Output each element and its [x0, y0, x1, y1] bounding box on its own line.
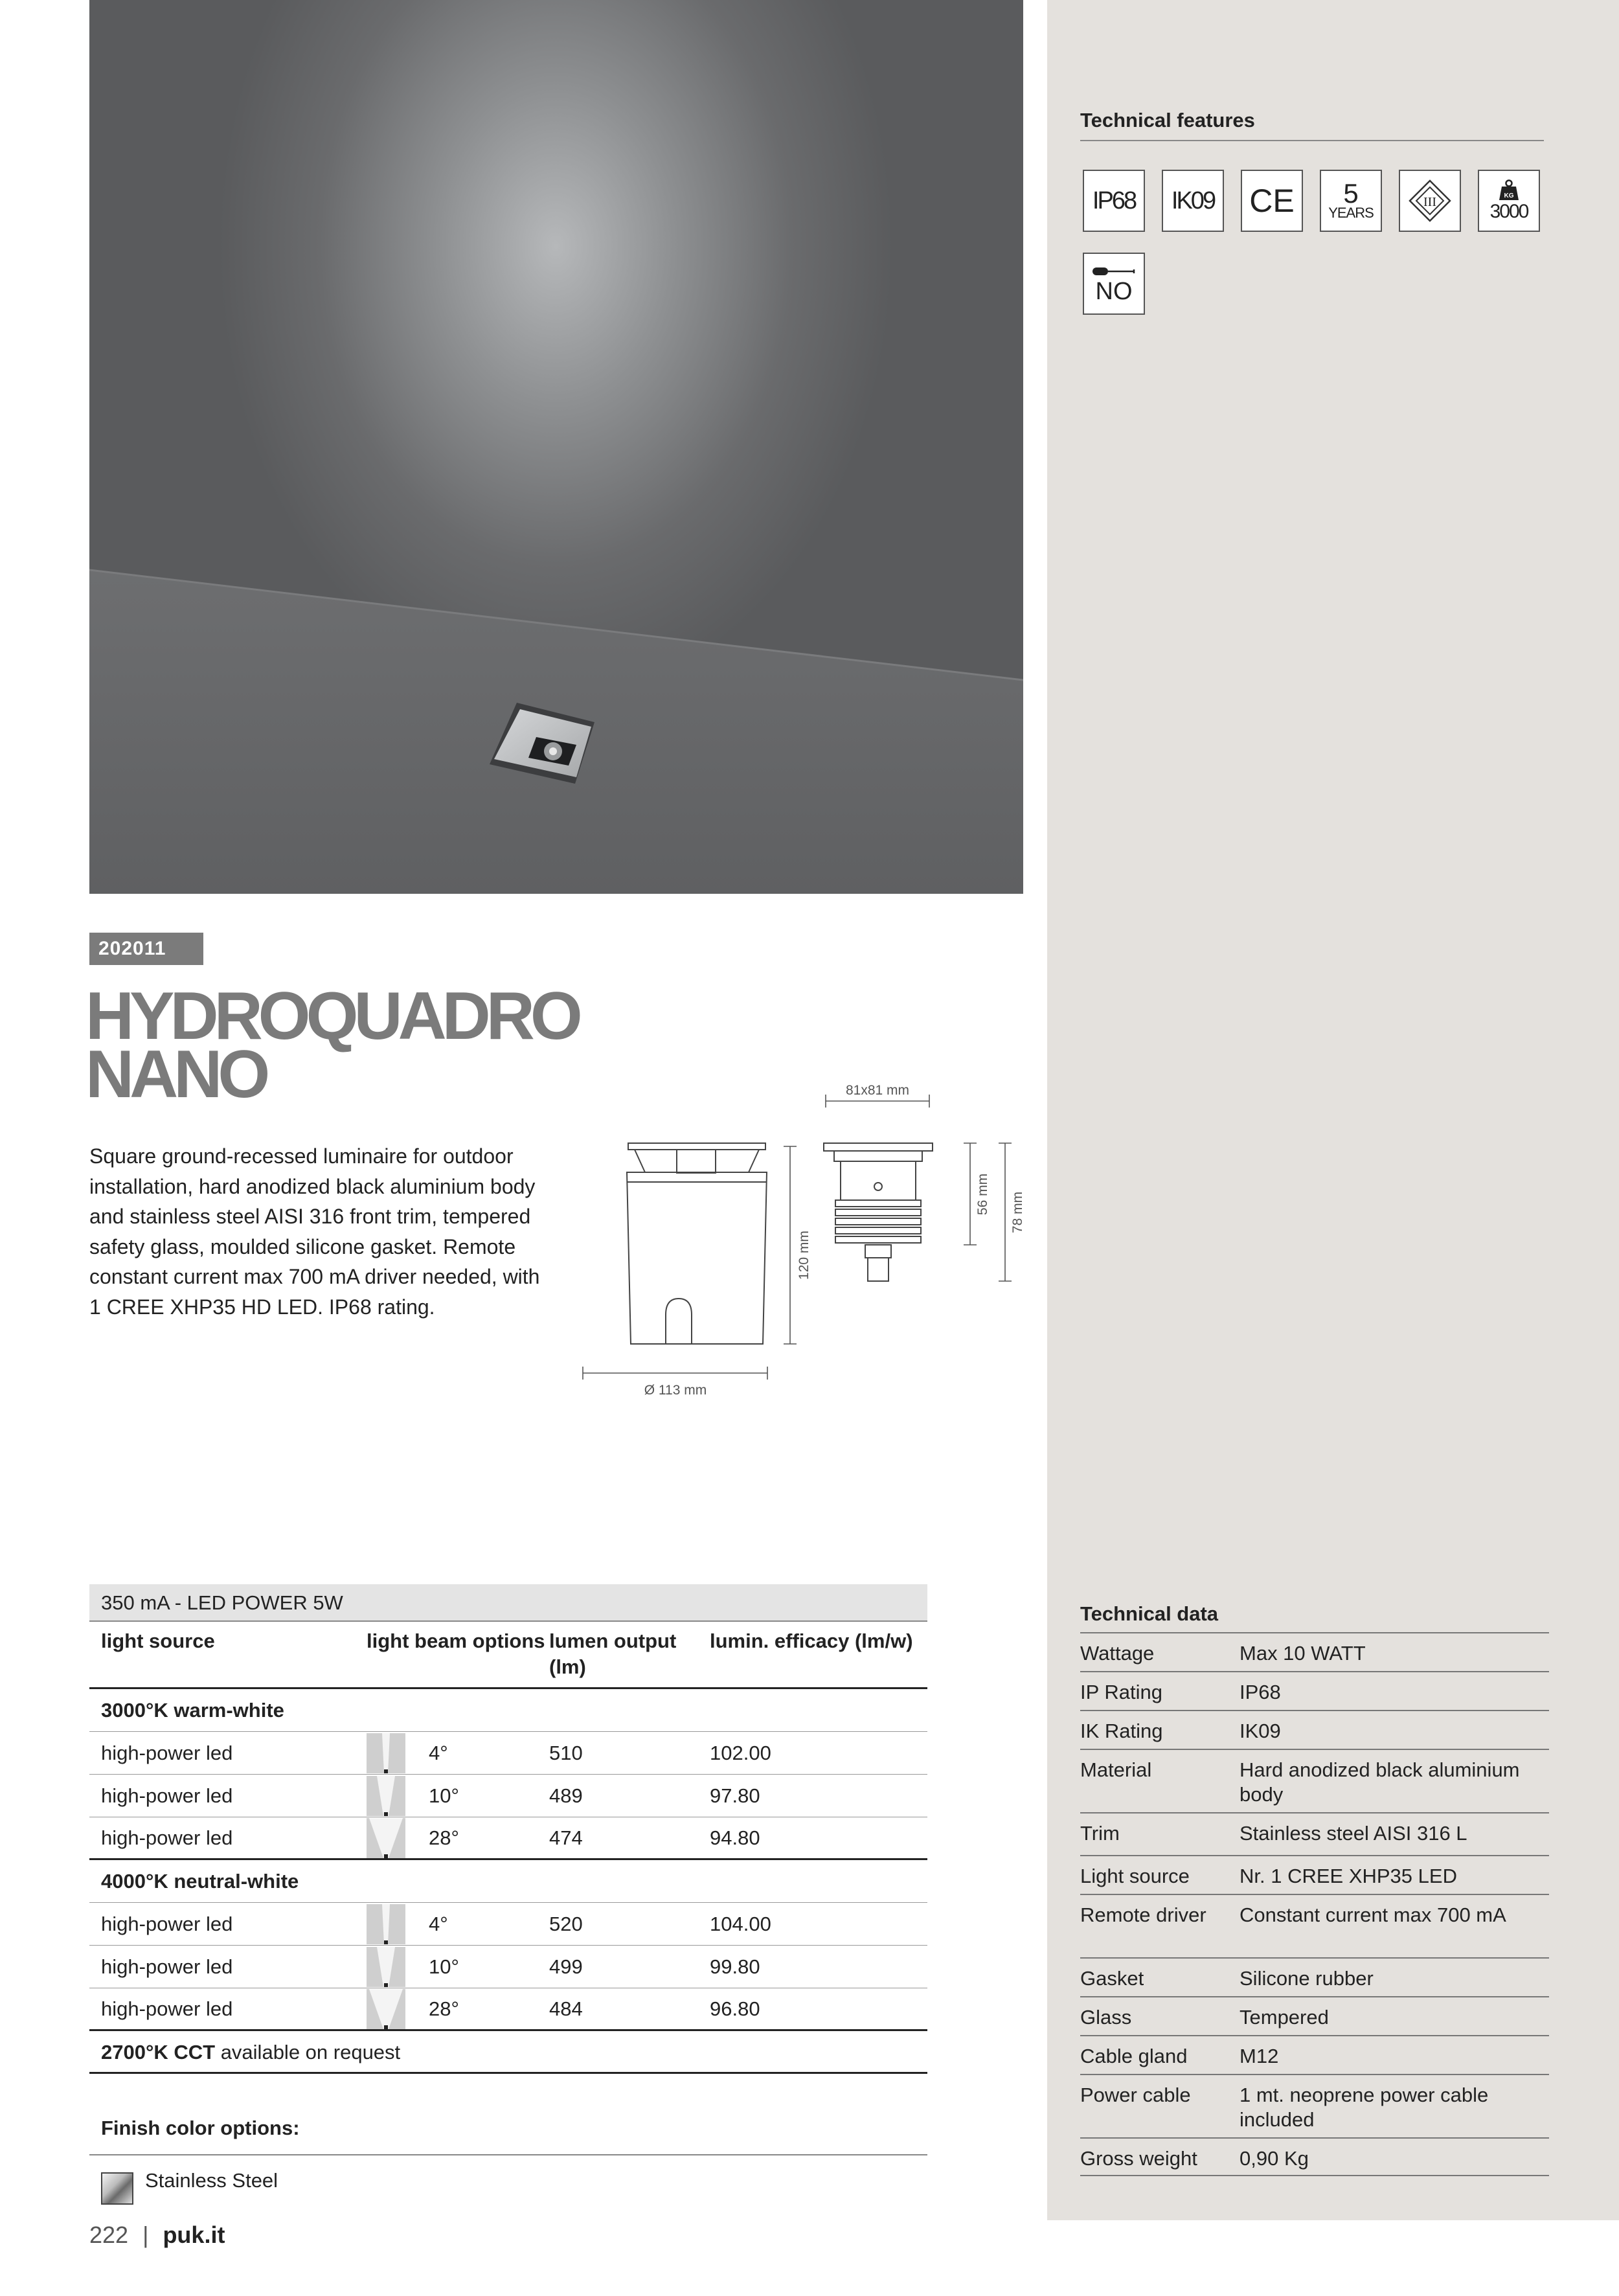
- table-row: Power cable 1 mt. neoprene power cable included: [1080, 2074, 1549, 2137]
- installation-box-drawing: [627, 1143, 767, 1344]
- no-driver-icon: NO: [1083, 253, 1145, 315]
- weight-icon: [1498, 179, 1520, 201]
- group-warm-white: 3000°K warm-white: [89, 1689, 927, 1732]
- medium-beam-icon: [367, 1776, 405, 1816]
- finish-option-label: Stainless Steel: [145, 2169, 278, 2192]
- screwdriver-icon: [1090, 264, 1138, 279]
- wide-beam-icon: [367, 1818, 405, 1858]
- table-row: Light source Nr. 1 CREE XHP35 LED: [1080, 1855, 1549, 1894]
- class-iii-icon: [1399, 170, 1461, 232]
- table-row: Gross weight 0,90 Kg: [1080, 2137, 1549, 2176]
- table-row: IP Rating IP68: [1080, 1671, 1549, 1710]
- table-row: Remote driver Constant current max 700 mA: [1080, 1894, 1549, 1957]
- page-footer: 222 | puk.it: [89, 2222, 225, 2248]
- table-row: high-power led 10° 489 97.80: [89, 1775, 927, 1817]
- svg-text:KG: KG: [1504, 192, 1514, 199]
- medium-beam-icon: [367, 1947, 405, 1987]
- group-neutral-white: 4000°K neutral-white: [89, 1860, 927, 1903]
- table-row: Material Hard anodized black aluminium body: [1080, 1749, 1549, 1812]
- narrow-beam-icon: [367, 1733, 405, 1773]
- product-code: 202011: [89, 933, 203, 965]
- table-row: high-power led 4° 520 104.00: [89, 1903, 927, 1946]
- col-light-source: light source: [101, 1630, 215, 1652]
- title-line-1: HYDROQUADRO: [85, 979, 578, 1054]
- floor-scene: [89, 0, 1023, 894]
- table-row: Trim Stainless steel AISI 316 L: [1080, 1812, 1549, 1855]
- table-row: high-power led 10° 499 99.80: [89, 1946, 927, 1988]
- led-table-columns: [89, 1622, 927, 1689]
- technical-features-divider: [1080, 140, 1544, 141]
- led-table-header: 350 mA - LED POWER 5W: [89, 1584, 927, 1622]
- product-description: Square ground-recessed luminaire for outdoor installation, hard anodized black aluminium body and stainless steel AISI 316 front trim, tempered safety glass, moulded silicone gasket. Remote constant current max 700 mA driver needed, with 1 CREE XHP35 HD LED. IP68 rating.: [89, 1144, 540, 1319]
- luminaire-drawing: [824, 1143, 933, 1281]
- dim-top-size: 81x81 mm: [845, 1083, 910, 1098]
- col-efficacy: lumin. efficacy (lm/w): [710, 1630, 913, 1652]
- site-link[interactable]: puk.it: [163, 2222, 225, 2248]
- class-iii-diamond-icon: [1407, 178, 1453, 223]
- load-3000kg-icon: KG 3000: [1478, 170, 1540, 232]
- technical-data-table: [1080, 1632, 1549, 2176]
- col-light-beam: light beam options: [367, 1630, 545, 1652]
- finish-title: Finish color options:: [101, 2117, 300, 2139]
- cct-note: 2700°K CCT available on request: [89, 2031, 927, 2074]
- ik09-badge-icon: IK09: [1162, 170, 1224, 232]
- table-row: IK Rating IK09: [1080, 1710, 1549, 1749]
- dim-height-56: 56 mm: [975, 1173, 990, 1216]
- title-line-2: NANO: [85, 1037, 266, 1112]
- ce-mark-icon: CE: [1241, 170, 1303, 232]
- led-performance-table: [89, 1584, 927, 2074]
- narrow-beam-icon: [367, 1904, 405, 1944]
- dim-height-78: 78 mm: [1010, 1191, 1025, 1234]
- table-row: Glass Tempered: [1080, 1996, 1549, 2035]
- table-row: Gasket Silicone rubber: [1080, 1957, 1549, 1996]
- technical-data-title: Technical data: [1080, 1602, 1219, 1625]
- table-row: high-power led 4° 510 102.00: [89, 1732, 927, 1775]
- stainless-steel-swatch: [101, 2172, 133, 2205]
- svg-text:III: III: [1423, 195, 1436, 209]
- table-row: high-power led 28° 484 96.80: [89, 1988, 927, 2031]
- technical-features-title: Technical features: [1080, 109, 1255, 131]
- wide-beam-icon: [367, 1989, 405, 2029]
- dim-diameter: Ø 113 mm: [644, 1383, 707, 1398]
- col-lumen-output: lumen output (lm): [549, 1630, 677, 1678]
- dim-height-total: 120 mm: [797, 1231, 811, 1280]
- table-row: high-power led 28° 474 94.80: [89, 1817, 927, 1860]
- page-number: 222: [89, 2222, 129, 2248]
- product-title: [85, 979, 578, 1112]
- ip68-badge-icon: IP68: [1083, 170, 1145, 232]
- finish-divider: [89, 2154, 927, 2155]
- product-photo: [89, 0, 1023, 894]
- table-row: Wattage Max 10 WATT: [1080, 1632, 1549, 1671]
- table-row: Cable gland M12: [1080, 2035, 1549, 2074]
- technical-drawing: [570, 1075, 1036, 1412]
- warranty-years-icon: 5 YEARS: [1320, 170, 1382, 232]
